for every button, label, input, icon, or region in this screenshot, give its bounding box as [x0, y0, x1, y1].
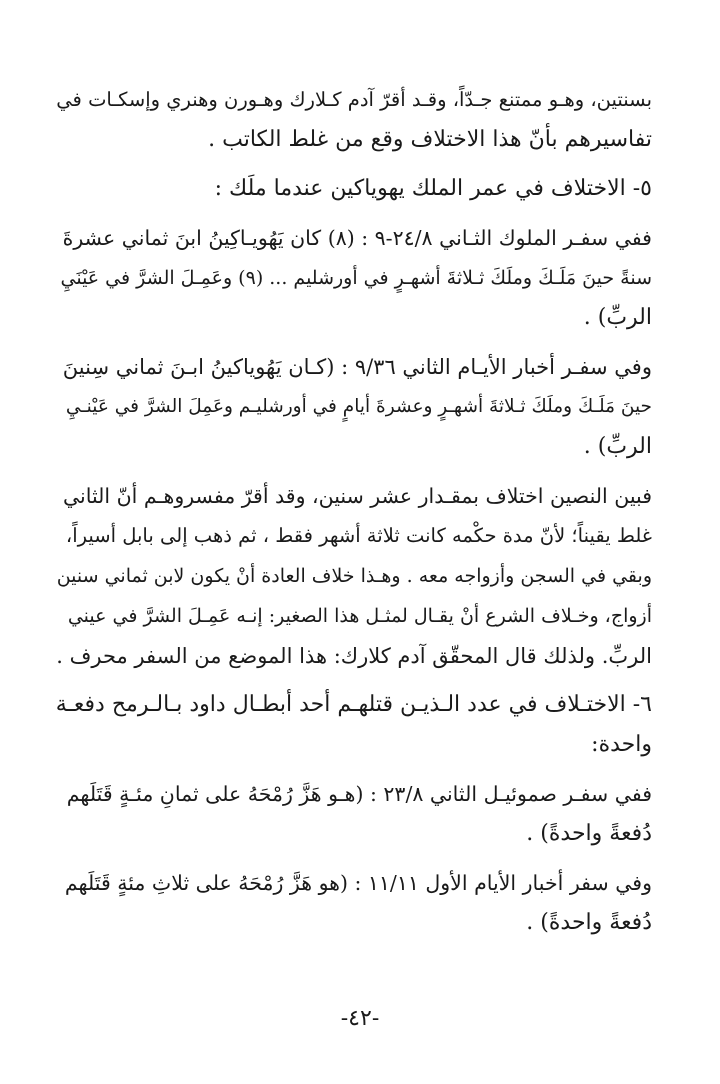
paragraph-1	[56, 80, 652, 160]
paragraph-analysis	[56, 476, 652, 676]
text-line: وفي سفر أخبار الأيام الأول ١١/١١ : (هو هَزَّ رُمْحَهُ على ثلاثِ مئةٍ قَتَلَهم	[64, 871, 652, 895]
text-line: ففي سفـر صموئيـل الثاني ٢٣/٨ : (هـو هَزَّ رُمْحَهُ على ثمانِ مئـةٍ قَتَلَهم	[66, 782, 652, 806]
page-body	[56, 80, 652, 943]
paragraph-kings-quote	[56, 218, 652, 338]
text-line: ففي سفـر الملوك الثـاني ٢٤/٨-٩ : (٨) كان يَهُويـاكِينُ ابنَ ثماني عشرةَ	[62, 226, 652, 250]
text-line: أزواج، وخـلاف الشرع أنْ يقـال لمثـل هذا الصغير: إنـه عَمِـلَ الشرَّ في عيني	[67, 605, 652, 627]
text-line: فبين النصين اختلاف بمقـدار عشر سنين، وقد أقرّ مفسروهـم أنّ الثاني	[62, 484, 652, 508]
text-line: سنةً حينَ مَلَـكَ وملَكَ ثـلاثةَ أشهـرٍ في أورشليم ... (٩) وعَمِـلَ الشرَّ في عَيْنَيِ	[60, 267, 652, 289]
page-number: -٤٢-	[340, 1006, 380, 1031]
text-line: تفاسيرهم بأنّ هذا الاختلاف وقع من غلط الكاتب .	[208, 127, 652, 152]
text-line: وبقي في السجن وأزواجه معه . وهـذا خلاف العادة أنْ يكون لابن ثماني سنين	[56, 565, 652, 587]
text-line: حينَ مَلَـكَ وملَكَ ثـلاثةَ أشهـرٍ وعشرةَ أيامٍ في أورشليـم وعَمِلَ الشرَّ في عَيْنـيِ	[65, 396, 652, 417]
text-line: الربِّ. ولذلك قال المحقّق آدم كلارك: هذا الموضع من السفر محرف .	[56, 644, 652, 668]
section-heading-6	[56, 685, 652, 765]
text-line: الربِّ) .	[583, 305, 652, 330]
text-line: الربِّ) .	[583, 434, 652, 459]
paragraph-chronicles-quote	[56, 347, 652, 467]
text-line: دُفعةً واحدةً) .	[526, 910, 652, 935]
heading-line: ٥- الاختلاف في عمر الملك يهوياكين عندما ملَك :	[214, 176, 652, 201]
heading-line: واحدة:	[591, 732, 652, 757]
section-heading-5	[56, 169, 652, 209]
text-line: وفي سفـر أخبار الأيـام الثاني ٩/٣٦ : (كـان يَهُوياكينُ ابـنَ ثماني سِنينَ	[62, 355, 652, 379]
text-line: غلط يقيناً؛ لأنّ مدة حكْمه كانت ثلاثة أشهر فقط ، ثم ذهب إلى بابل أسيراً،	[65, 524, 652, 547]
paragraph-samuel-quote	[56, 774, 652, 854]
text-line: دُفعةً واحدةً) .	[526, 821, 652, 846]
paragraph-chronicles-first-quote	[56, 863, 652, 943]
text-line: بسنتين، وهـو ممتنع جـدّاً، وقـد أقرّ آدم كـلارك وهـورن وهنري وإسكـات في	[56, 88, 652, 111]
heading-line: ٦- الاختـلاف في عدد الـذيـن قتلهـم أحد أبطـال داود بـالـرمح دفعـة	[56, 692, 652, 717]
